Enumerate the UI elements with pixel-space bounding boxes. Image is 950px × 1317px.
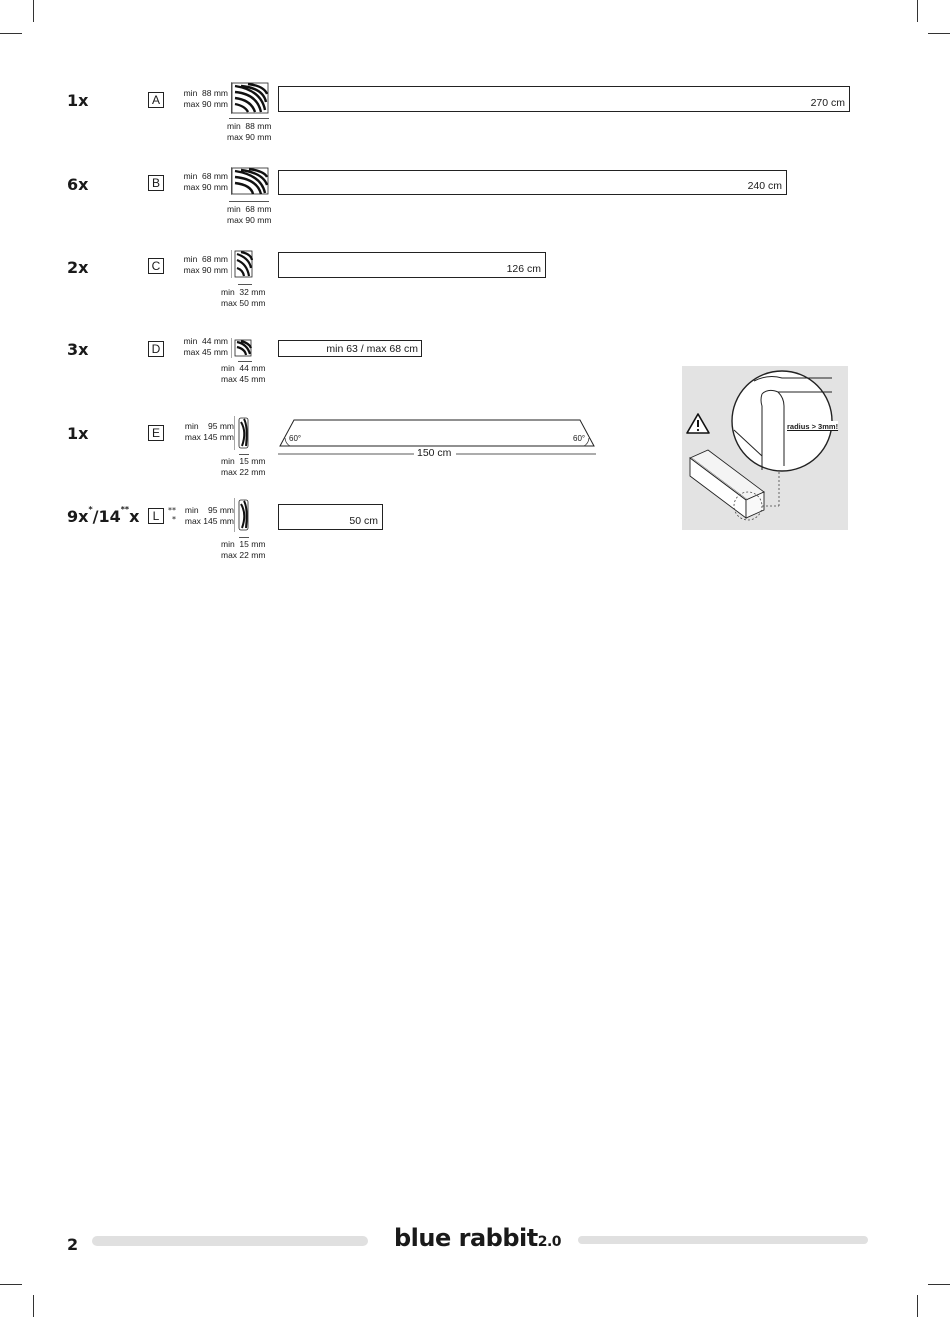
dimension-line <box>238 361 252 362</box>
quantity: 3x <box>67 340 89 359</box>
profile-dimensions: min 15 mm max 22 mm <box>221 456 266 477</box>
profile-dimensions: min 68 mm max 90 mm <box>227 204 272 225</box>
warning-icon <box>687 414 709 433</box>
dimension-line <box>238 284 252 285</box>
angle-right-label: 60° <box>573 434 586 443</box>
part-label: B <box>148 175 164 191</box>
brand-logo: blue rabbit2.0 <box>394 1224 562 1252</box>
section-dimensions: min 95 mm max 145 mm <box>184 505 234 526</box>
crop-mark <box>917 1295 918 1317</box>
length-bar: 126 cm <box>278 252 546 278</box>
quantity: 1x <box>67 91 89 110</box>
part-label: E <box>148 425 164 441</box>
section-dimensions: min 44 mm max 45 mm <box>183 336 228 357</box>
wood-section-icon <box>231 338 253 358</box>
crop-mark <box>33 1295 34 1317</box>
section-dimensions: min 68 mm max 90 mm <box>183 254 228 275</box>
length-bar: min 63 / max 68 cm <box>278 340 422 357</box>
wood-section-icon <box>231 82 269 114</box>
profile-dimensions: min 88 mm max 90 mm <box>227 121 272 142</box>
page-number: 2 <box>67 1235 79 1254</box>
edge-radius-warning-panel <box>682 366 848 530</box>
crop-mark <box>928 33 950 34</box>
crop-mark <box>917 0 918 22</box>
crop-mark <box>928 1284 950 1285</box>
footer-rule-left <box>92 1236 368 1246</box>
length-bar: 50 cm <box>278 504 383 530</box>
wood-section-icon <box>231 167 269 195</box>
wood-section-icon <box>231 250 253 278</box>
length-label: 150 cm <box>417 447 452 459</box>
section-dimensions: min 88 mm max 90 mm <box>183 88 228 109</box>
quantity: 1x <box>67 424 89 443</box>
dimension-line <box>229 118 269 119</box>
edge-radius-illustration <box>682 366 848 530</box>
part-label: D <box>148 341 164 357</box>
crop-mark <box>33 0 34 22</box>
part-label: C <box>148 258 164 274</box>
dimension-line <box>239 537 249 538</box>
part-label: A <box>148 92 164 108</box>
wood-section-icon <box>234 498 250 532</box>
section-dimensions: min 68 mm max 90 mm <box>183 171 228 192</box>
part-label: L <box>148 508 164 524</box>
profile-dimensions: min 44 mm max 45 mm <box>221 363 266 384</box>
crop-mark <box>0 1284 22 1285</box>
length-bar: 240 cm <box>278 170 787 195</box>
profile-dimensions: min 32 mm max 50 mm <box>221 287 266 308</box>
dimension-line <box>229 201 269 202</box>
dimension-line <box>239 454 249 455</box>
quantity: 9x*/14**x <box>67 505 140 526</box>
footnote-stars: ** * <box>168 506 176 524</box>
angle-left-label: 60° <box>289 434 302 443</box>
quantity: 6x <box>67 175 89 194</box>
radius-callout: radius > 3mm! <box>787 422 839 431</box>
length-bar: 270 cm <box>278 86 850 112</box>
profile-dimensions: min 15 mm max 22 mm <box>221 539 266 560</box>
crop-mark <box>0 33 22 34</box>
footer-rule-right <box>578 1236 868 1244</box>
quantity: 2x <box>67 258 89 277</box>
wood-section-icon <box>234 416 250 450</box>
section-dimensions: min 95 mm max 145 mm <box>184 421 234 442</box>
